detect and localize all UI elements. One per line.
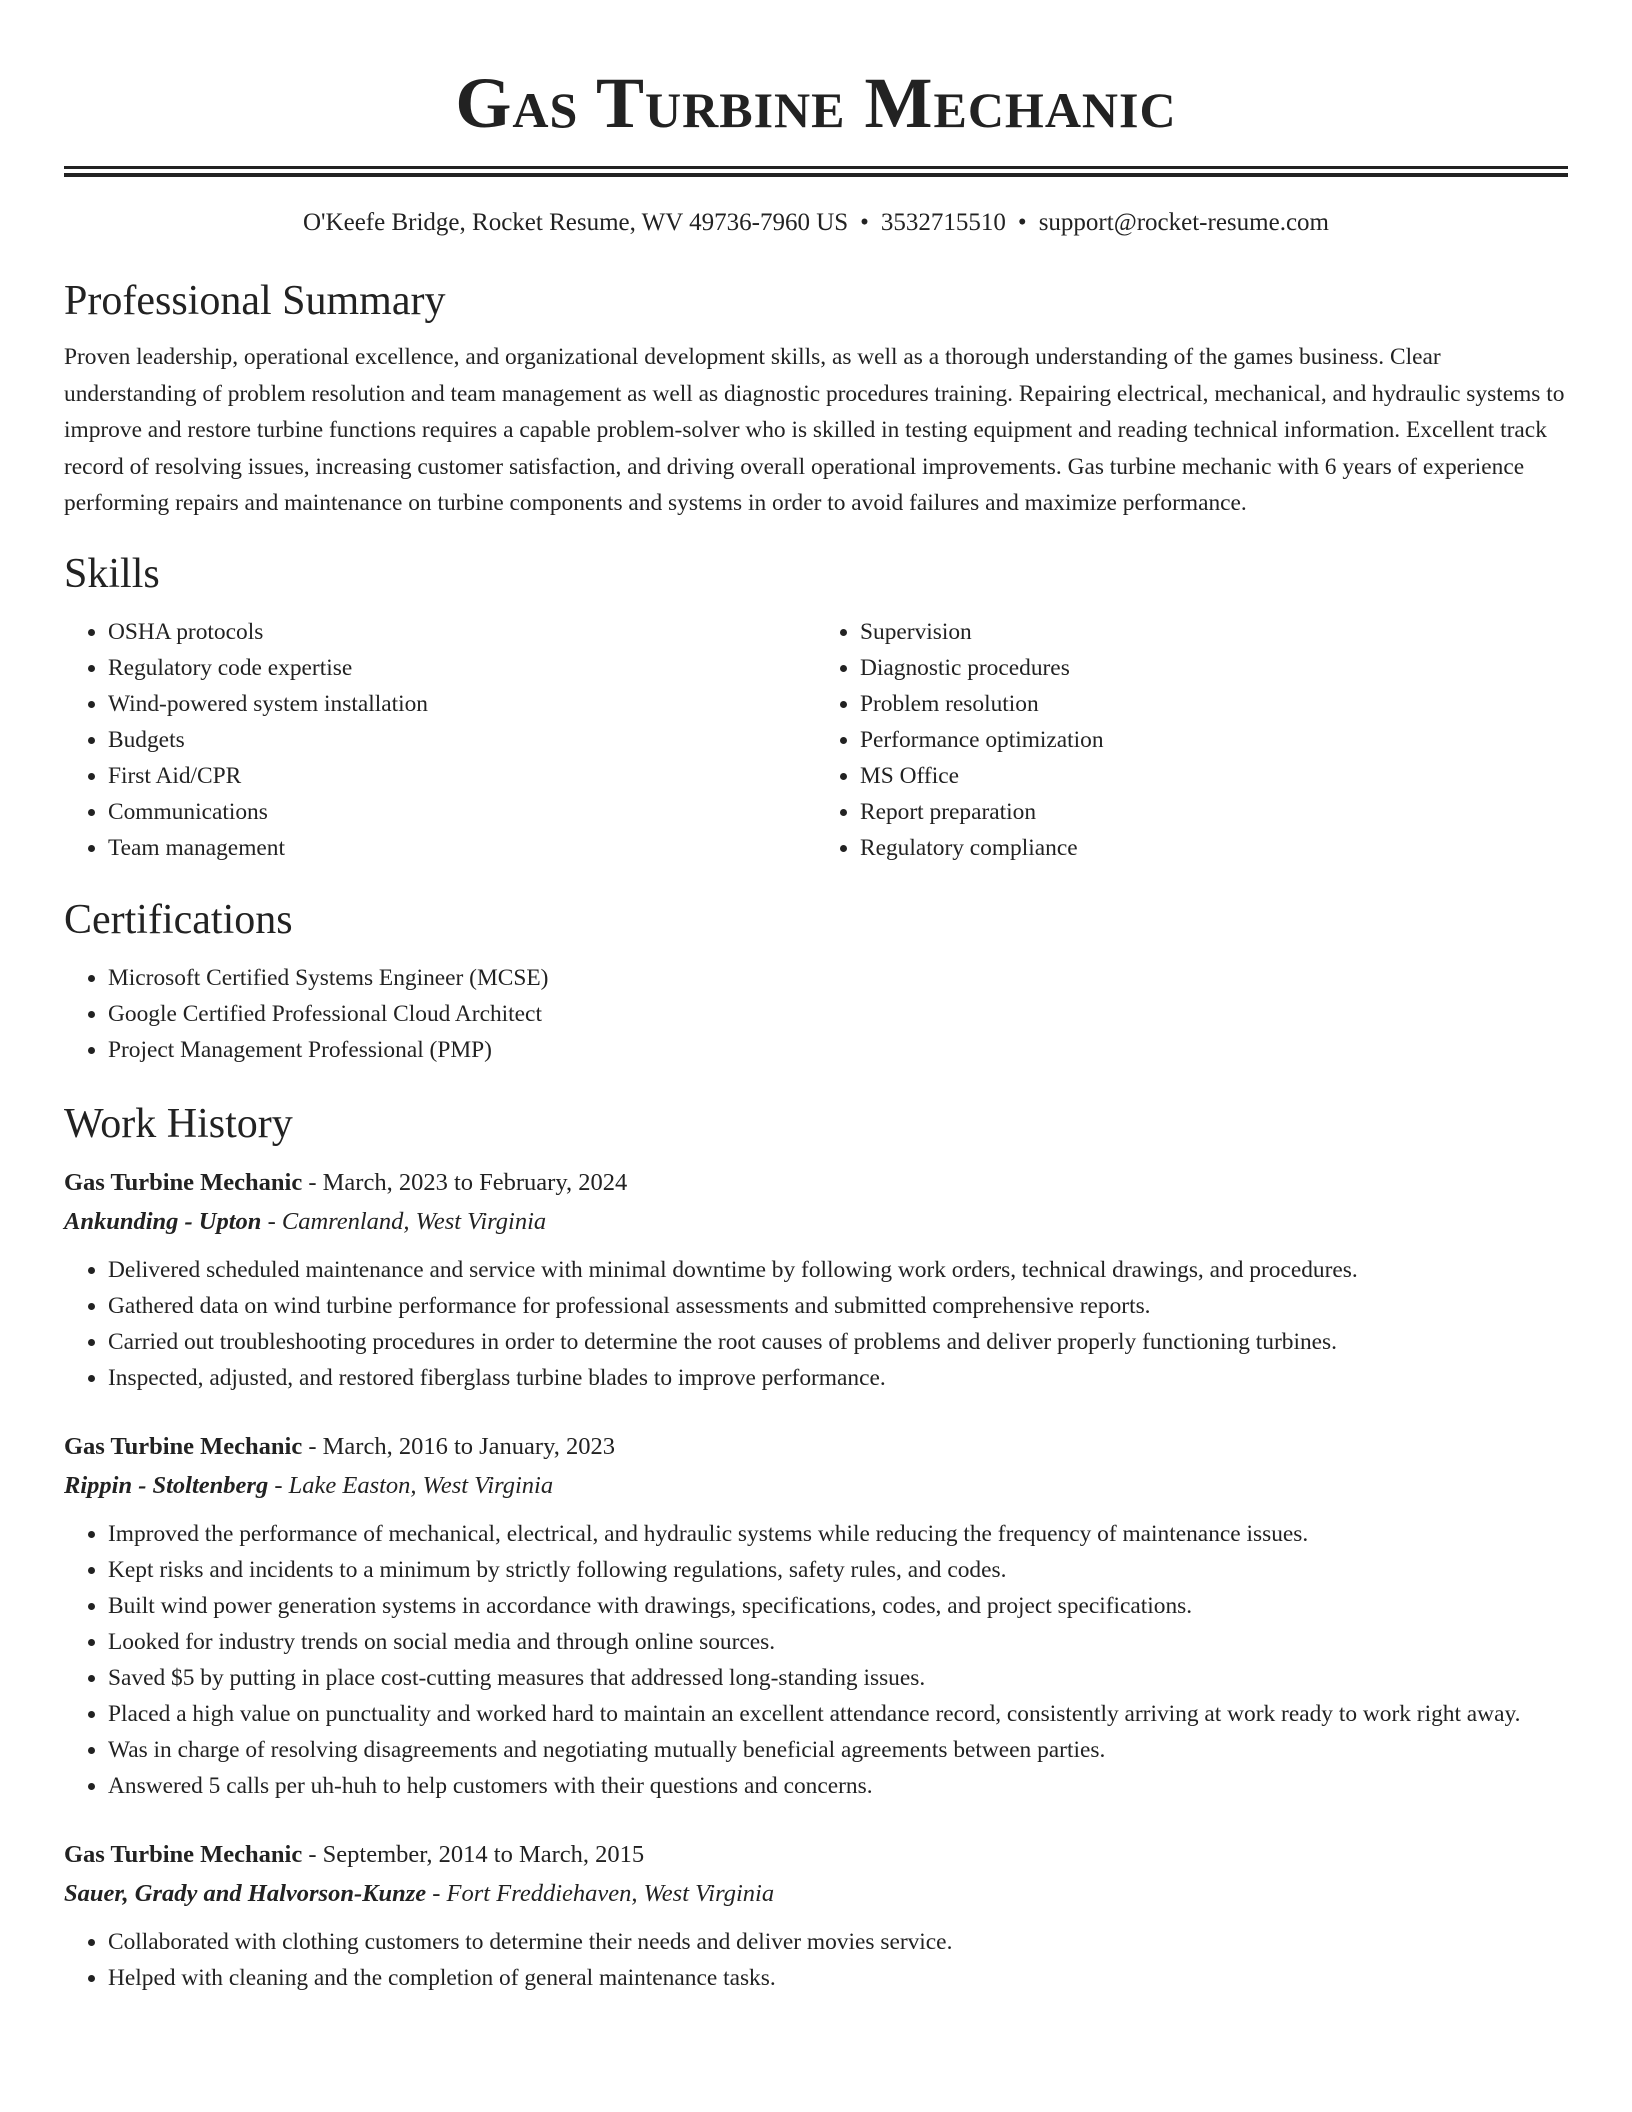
job-duty-item: • Answered 5 calls per uh-huh to help customers with their questions and concerns.: [108, 1768, 1568, 1804]
skills-columns: [64, 614, 1568, 866]
contact-address: O'Keefe Bridge, Rocket Resume, WV 49736-7960 US: [303, 209, 849, 236]
skill-item: • OSHA protocols: [108, 614, 816, 650]
job-location: - Camrenland, West Virginia: [261, 1207, 547, 1235]
contact-line: [64, 207, 1568, 239]
job-company: Rippin - Stoltenberg: [64, 1471, 269, 1499]
job-duties-list: [64, 1516, 1568, 1804]
header-double-rule: [64, 166, 1568, 177]
job-duty-item: • Inspected, adjusted, and restored fiberglass turbine blades to improve performance.: [108, 1360, 1568, 1396]
certification-item: • Google Certified Professional Cloud Architect: [108, 996, 1568, 1032]
job-company-line: [64, 1874, 1568, 1914]
job-company-line: [64, 1466, 1568, 1506]
job-entry: [64, 1428, 1568, 1804]
job-company-line: [64, 1202, 1568, 1242]
job-title: Gas Turbine Mechanic: [64, 1432, 303, 1460]
skill-item: • Diagnostic procedures: [860, 650, 1568, 686]
skills-list-right: [816, 614, 1568, 866]
job-duty-item: • Saved $5 by putting in place cost-cutting measures that addressed long-standing issues.: [108, 1660, 1568, 1696]
job-entry: [64, 1836, 1568, 1996]
skill-item: • MS Office: [860, 758, 1568, 794]
job-duty-item: • Kept risks and incidents to a minimum by strictly following regulations, safety rules, and codes.: [108, 1552, 1568, 1588]
job-entry: [64, 1164, 1568, 1396]
certifications-section-title: Certifications: [64, 896, 293, 943]
summary-text: Proven leadership, operational excellence, and organizational development skills, as well as a thorough understanding of the games business. Clear understanding of problem resolution and team management as well as diagnostic procedures training. Repairing electrical, mechanical, and hydraulic systems to improve and restore turbine functions requires a capable problem-solver who is skilled in testing equipment and reading technical information. Excellent track record of resolving issues, increasing customer satisfaction, and driving overall operational improvements. Gas turbine mechanic with 6 years of experience performing repairs and maintenance on turbine components and systems in order to avoid failures and maximize performance.: [64, 344, 1565, 516]
job-duties-list: [64, 1924, 1568, 1996]
job-title-line: [64, 1164, 1568, 1202]
contact-email: support@rocket-resume.com: [1038, 209, 1329, 236]
job-duty-item: • Placed a high value on punctuality and worked hard to maintain an excellent attendance record, consistently arriving at work ready to work right away.: [108, 1696, 1568, 1732]
contact-phone: 3532715510: [880, 209, 1006, 236]
contact-separator: •: [860, 209, 869, 236]
job-duty-item: • Delivered scheduled maintenance and service with minimal downtime by following work orders, technical drawings, and procedures.: [108, 1252, 1568, 1288]
job-title-line: [64, 1428, 1568, 1466]
job-title-line: [64, 1836, 1568, 1874]
job-dates: - March, 2023 to February, 2024: [302, 1168, 628, 1196]
job-duty-item: • Gathered data on wind turbine performance for professional assessments and submitted comprehensive reports.: [108, 1288, 1568, 1324]
job-duty-item: • Helped with cleaning and the completion of general maintenance tasks.: [108, 1960, 1568, 1996]
skill-item: • Regulatory code expertise: [108, 650, 816, 686]
resume-page: [64, 0, 1568, 1996]
job-duty-item: • Improved the performance of mechanical, electrical, and hydraulic systems while reducing the frequency of maintenance issues.: [108, 1516, 1568, 1552]
certification-item: • Project Management Professional (PMP): [108, 1032, 1568, 1068]
skill-item: • Performance optimization: [860, 722, 1568, 758]
summary-section-title: Professional Summary: [64, 278, 446, 324]
skill-item: • Report preparation: [860, 794, 1568, 830]
job-duties-list: [64, 1252, 1568, 1396]
job-company: Sauer, Grady and Halvorson-Kunze: [64, 1879, 427, 1907]
job-duty-item: • Collaborated with clothing customers to determine their needs and deliver movies service.: [108, 1924, 1568, 1960]
skill-item: • First Aid/CPR: [108, 758, 816, 794]
skill-item: • Problem resolution: [860, 686, 1568, 722]
skill-item: • Communications: [108, 794, 816, 830]
job-company: Ankunding - Upton: [64, 1207, 262, 1235]
skill-item: • Budgets: [108, 722, 816, 758]
job-title: Gas Turbine Mechanic: [64, 1840, 303, 1868]
job-dates: - March, 2016 to January, 2023: [302, 1432, 615, 1460]
job-location: - Lake Easton, West Virginia: [268, 1471, 554, 1499]
job-duty-item: • Looked for industry trends on social media and through online sources.: [108, 1624, 1568, 1660]
contact-separator: •: [1017, 209, 1027, 236]
job-dates: - September, 2014 to March, 2015: [302, 1840, 645, 1868]
skill-item: • Wind-powered system installation: [108, 686, 816, 722]
skills-section-title: Skills: [64, 550, 160, 597]
job-title: Gas Turbine Mechanic: [64, 1168, 303, 1196]
job-duty-item: • Built wind power generation systems in accordance with drawings, specifications, codes, and project specifications.: [108, 1588, 1568, 1624]
job-duty-item: • Carried out troubleshooting procedures in order to determine the root causes of problems and deliver properly functioning turbines.: [108, 1324, 1568, 1360]
job-duty-item: • Was in charge of resolving disagreements and negotiating mutually beneficial agreements between parties.: [108, 1732, 1568, 1768]
skill-item: • Supervision: [860, 614, 1568, 650]
certification-item: • Microsoft Certified Systems Engineer (MCSE): [108, 960, 1568, 996]
work-history-section-title: Work History: [64, 1100, 293, 1147]
job-location: - Fort Freddiehaven, West Virginia: [426, 1879, 775, 1907]
skill-item: • Team management: [108, 830, 816, 866]
resume-name-heading: Gas Turbine Mechanic: [455, 63, 1177, 143]
skill-item: • Regulatory compliance: [860, 830, 1568, 866]
skills-list-left: [64, 614, 816, 866]
certifications-list: [64, 960, 1568, 1068]
